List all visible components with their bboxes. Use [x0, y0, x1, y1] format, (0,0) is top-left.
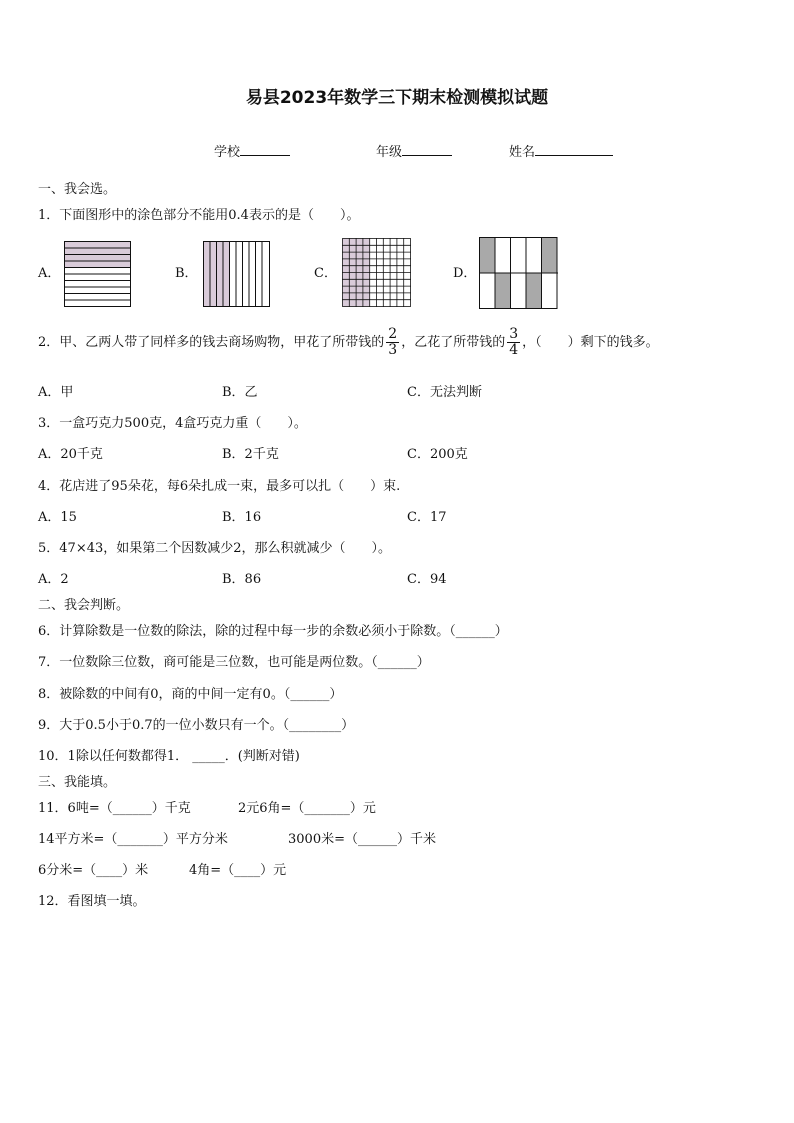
- q2-text-middle: ，乙花了所带钱的: [401, 334, 506, 350]
- q2-option-a: A．甲: [38, 385, 74, 400]
- question-10: 10．1除以任何数都得1． _____．(判断对错): [38, 749, 300, 764]
- school-label: 学校: [214, 145, 241, 160]
- q2-option-b: B．乙: [222, 385, 258, 400]
- q1-option-b-label: B．: [175, 266, 198, 281]
- question-9: 9．大于0.5小于0.7的一位小数只有一个。（________）: [38, 718, 355, 733]
- question-11-part-e: 6分米=（____）米: [38, 863, 149, 878]
- fraction-numerator: 3: [509, 326, 519, 342]
- grade-field: [376, 143, 452, 159]
- q3-option-b: B．2千克: [222, 447, 279, 462]
- fraction-denominator: 4: [509, 341, 519, 358]
- q3-option-c: C．200克: [407, 447, 468, 462]
- question-12: 12．看图填一填。: [38, 894, 146, 909]
- fraction-numerator: 2: [388, 326, 398, 342]
- fraction-two-thirds: [386, 327, 399, 357]
- q4-option-a: A．15: [38, 510, 77, 525]
- question-5: 5．47×43，如果第二个因数减少2，那么积就减少（ ）。: [38, 541, 392, 556]
- school-field: [214, 143, 290, 159]
- figure-b-vertical-strips: [203, 241, 271, 308]
- fraction-denominator: 3: [388, 341, 398, 358]
- question-3: 3．一盒巧克力500克，4盒巧克力重（ ）。: [38, 416, 307, 431]
- q1-option-c-label: C．: [314, 266, 337, 281]
- figure-d-shaded-cell: [480, 238, 496, 273]
- question-7: 7．一位数除三位数，商可能是三位数，也可能是两位数。（______）: [38, 655, 430, 670]
- question-11-part-a: 11．6吨=（______）千克: [38, 801, 191, 816]
- q3-option-a: A．20千克: [38, 447, 103, 462]
- q2-text-before: 2．甲、乙两人带了同样多的钱去商场购物，甲花了所带钱的: [38, 334, 385, 350]
- figure-c-hundred-grid: [342, 238, 412, 308]
- q4-option-c: C．17: [407, 510, 447, 525]
- q4-option-b: B．16: [222, 510, 262, 525]
- figure-d-shaded-cell: [526, 273, 542, 309]
- school-blank[interactable]: [240, 143, 290, 156]
- q5-option-a: A．2: [38, 572, 69, 587]
- figure-a-horizontal-strips: [64, 241, 132, 308]
- section-heading-2: 二、我会判断。: [38, 598, 130, 613]
- q1-option-d-label: D．: [453, 266, 477, 281]
- q5-option-b: B．86: [222, 572, 262, 587]
- name-blank[interactable]: [535, 143, 613, 156]
- grade-blank[interactable]: [402, 143, 452, 156]
- question-11-part-b: 2元6角=（_______）元: [238, 801, 376, 816]
- q5-option-c: C．94: [407, 572, 447, 587]
- figure-d-grid: [479, 237, 558, 310]
- question-4: 4．花店进了95朵花，每6朵扎成一束，最多可以扎（ ）束.: [38, 479, 401, 494]
- grade-label: 年级: [376, 145, 403, 160]
- question-8: 8．被除数的中间有0，商的中间一定有0。（______）: [38, 687, 343, 702]
- section-heading-3: 三、我能填。: [38, 775, 117, 790]
- figure-d-shaded-cell: [495, 273, 511, 309]
- section-heading-1: 一、我会选。: [38, 182, 117, 197]
- name-label: 姓名: [509, 145, 536, 160]
- question-11-part-c: 14平方米=（_______）平方分米: [38, 832, 228, 847]
- question-11-part-d: 3000米=（______）千米: [288, 832, 436, 847]
- q1-option-a-label: A．: [38, 266, 61, 281]
- question-2: [38, 327, 659, 357]
- fraction-three-quarters: [507, 327, 520, 357]
- page-title: 易县2023年数学三下期末检测模拟试题: [245, 88, 549, 108]
- question-1: 1．下面图形中的涂色部分不能用0.4表示的是（ ）。: [38, 208, 360, 223]
- q2-option-c: C．无法判断: [407, 385, 482, 400]
- q2-text-after: ，（ ）剩下的钱多。: [522, 334, 659, 350]
- figure-d-shaded-cell: [542, 238, 558, 273]
- name-field: [509, 143, 613, 159]
- question-6: 6．计算除数是一位数的除法，除的过程中每一步的余数必须小于除数。（______）: [38, 624, 508, 639]
- question-11-part-f: 4角=（____）元: [189, 863, 287, 878]
